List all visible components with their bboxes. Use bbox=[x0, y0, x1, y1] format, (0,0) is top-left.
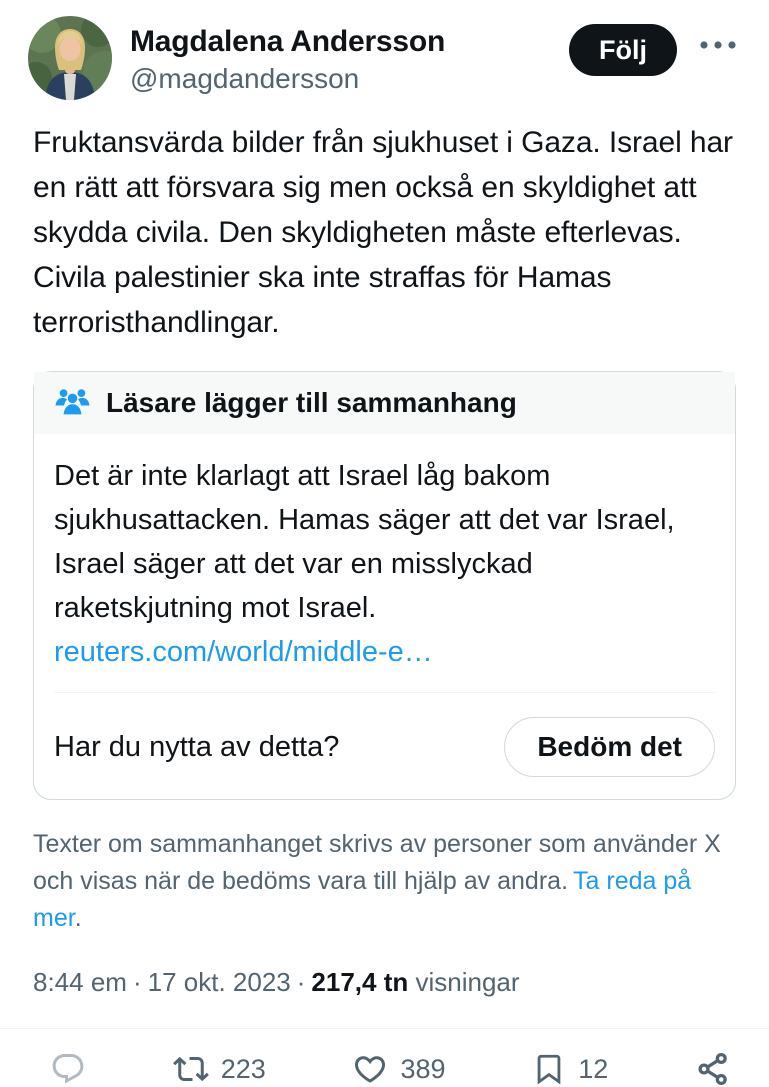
heart-icon bbox=[352, 1051, 388, 1087]
retweet-icon bbox=[173, 1051, 209, 1087]
bookmark-button[interactable] bbox=[532, 1052, 608, 1086]
like-count: 389 bbox=[400, 1053, 446, 1084]
tweet-text: Fruktansvärda bilder från sjukhuset i Gaza. Israel har en rätt att försvara sig men också en skyldighet att skydda civila. Den skyldigheten måste efterlevas. Civila palestinier ska inte straffas för Hamas terroristhandlingar. bbox=[33, 126, 733, 339]
community-note-header bbox=[34, 372, 735, 434]
retweet-button[interactable] bbox=[173, 1051, 266, 1087]
separator-dot: · bbox=[132, 967, 142, 997]
timestamp: 8:44 em bbox=[33, 967, 127, 997]
follow-button[interactable]: Följ bbox=[569, 24, 677, 76]
retweet-count: 223 bbox=[220, 1053, 266, 1084]
action-bar bbox=[0, 1029, 769, 1087]
note-disclaimer-text: Texter om sammanhanget skrivs av personer som använder X och visas när de bedöms vara till hjälp av andra. bbox=[33, 830, 721, 895]
community-note-footer bbox=[34, 699, 735, 799]
identity-block bbox=[130, 16, 569, 96]
community-note-link[interactable]: reuters.com/world/middle-e… bbox=[54, 636, 433, 668]
learn-more-link[interactable]: Ta reda på mer bbox=[33, 867, 692, 932]
bookmark-icon bbox=[532, 1052, 566, 1086]
rate-note-button[interactable]: Bedöm det bbox=[504, 717, 715, 777]
reply-button[interactable] bbox=[50, 1051, 86, 1087]
avatar[interactable] bbox=[28, 16, 112, 100]
community-note bbox=[33, 371, 736, 800]
share-button[interactable] bbox=[695, 1051, 731, 1087]
note-divider bbox=[54, 692, 715, 693]
reply-icon bbox=[50, 1051, 86, 1087]
note-disclaimer bbox=[0, 800, 769, 937]
share-icon bbox=[695, 1051, 731, 1087]
date: 17 okt. 2023 bbox=[147, 967, 291, 997]
like-button[interactable] bbox=[352, 1051, 445, 1087]
note-disclaimer-suffix: . bbox=[74, 904, 82, 932]
views-count: 217,4 tn bbox=[311, 967, 409, 997]
people-icon bbox=[54, 386, 91, 420]
community-note-body bbox=[34, 434, 735, 699]
bookmark-count: 12 bbox=[578, 1053, 609, 1084]
tweet-header bbox=[0, 0, 769, 100]
community-note-title: Läsare lägger till sammanhang bbox=[106, 387, 517, 418]
avatar-photo bbox=[28, 16, 112, 100]
views-label: visningar bbox=[415, 967, 520, 997]
tweet-meta bbox=[0, 937, 769, 998]
display-name[interactable]: Magdalena Andersson bbox=[130, 25, 446, 58]
note-helpful-question: Har du nytta av detta? bbox=[54, 730, 340, 763]
user-handle[interactable]: @magdandersson bbox=[130, 63, 360, 94]
more-options-icon[interactable] bbox=[697, 38, 739, 52]
community-note-text: Det är inte klarlagt att Israel låg bakom sjukhusattacken. Hamas säger att det var Israel, Israel säger att det var en misslyckad raketskjutning mot Israel. bbox=[54, 460, 675, 624]
separator-dot: · bbox=[296, 967, 306, 997]
